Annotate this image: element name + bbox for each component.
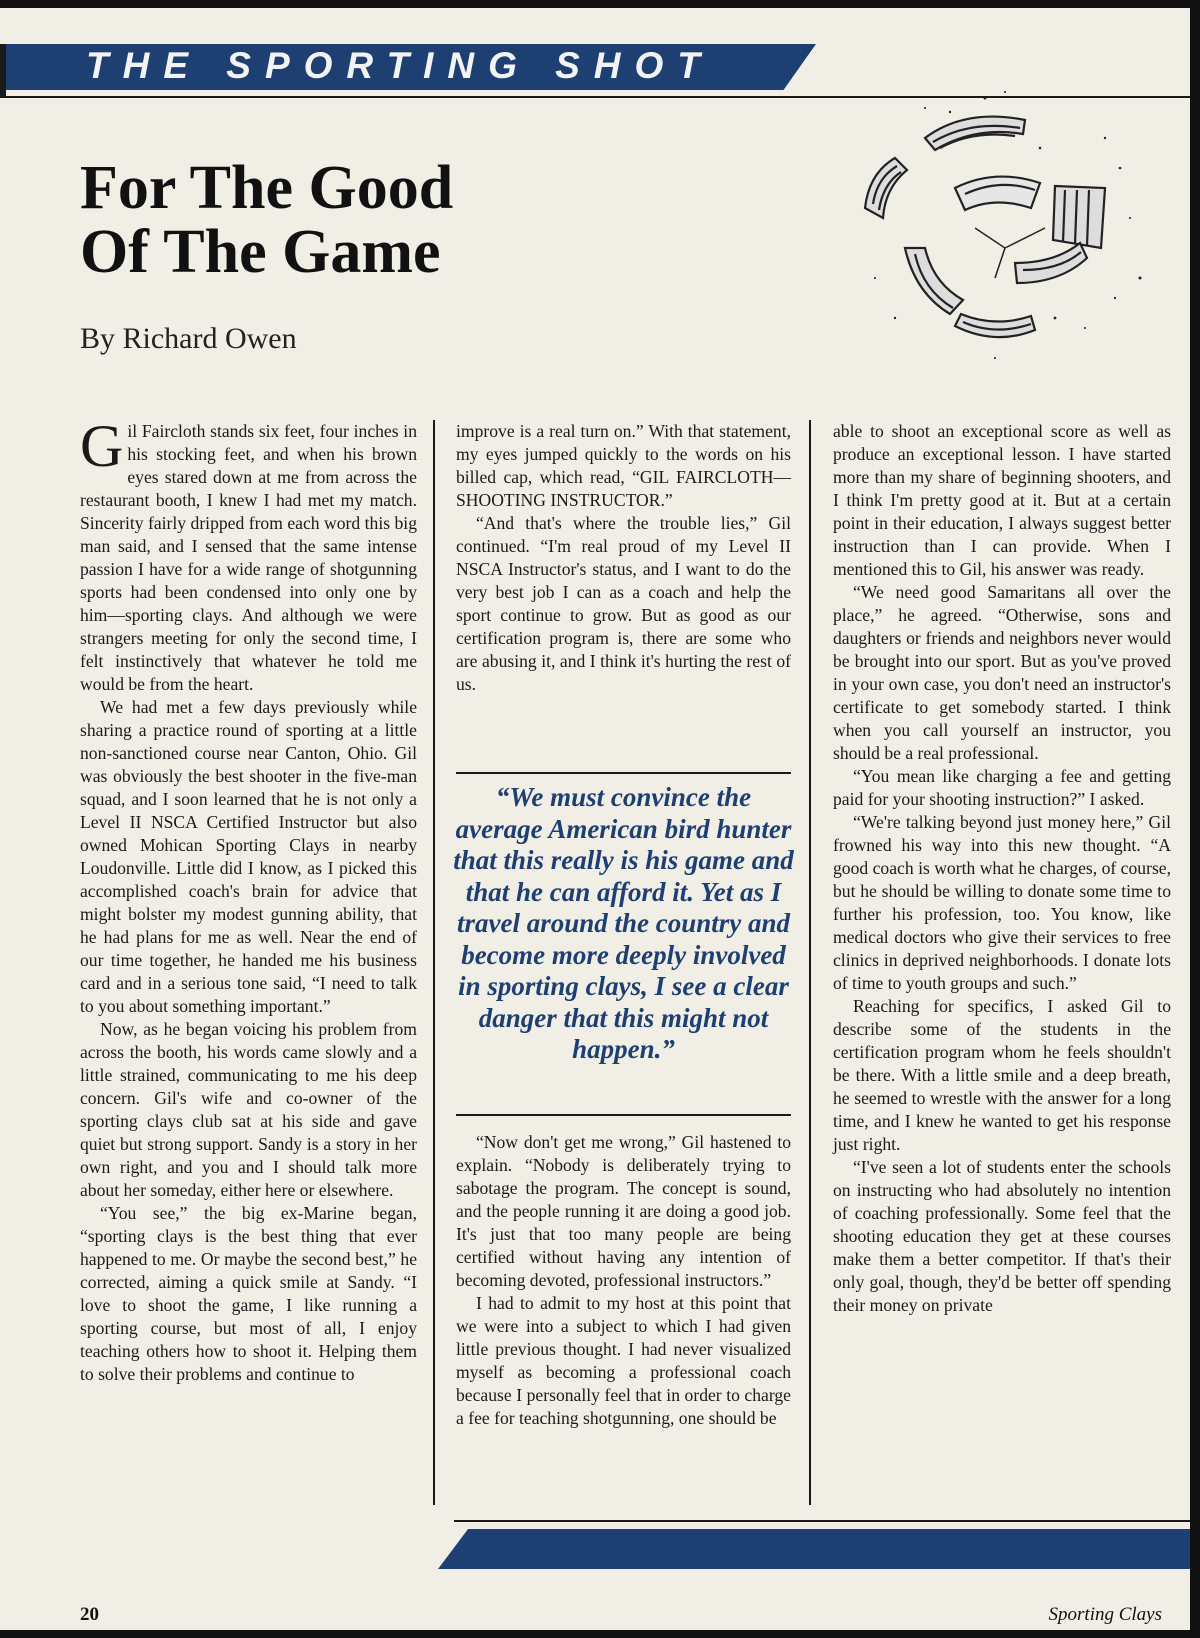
- paragraph: We had met a few days previously while sharing a practice round of sporting at a little non-sanctioned course near Canton, Ohio. Gil was obviously the best shooter in the five-man squad, and I soon learned that he is not only a Level II NSCA Certified Instructor but also owned Mohican Sporting Clays in nearby Loudonville. Little did I know, as I picked this accomplished coach's brain for advice that might bolster my modest gunning ability, that he had plans for me as well. Near the end of our time together, he handed me his business card and in a serious tone said, “I need to talk to you about something important.”: [80, 697, 417, 1016]
- pullquote-rule-top: [456, 772, 791, 774]
- drop-cap: G: [80, 413, 124, 479]
- paragraph: “And that's where the trouble lies,” Gil continued. “I'm real proud of my Level II NSCA Instructor's status, and I want to do the very best job I can as a coach and help the sport continue to grow. But as good as our certification program is, there are some who are abusing it, and I think it's hurting the rest of us.: [456, 513, 791, 694]
- paragraph: “Now don't get me wrong,” Gil hastened to explain. “Nobody is deliberately trying to sabotage the program. The concept is sound, and the people running it are doing a good job. It's just that too many people are being certified without having any intention of becoming devoted, professional instructors.”: [456, 1132, 791, 1290]
- paragraph: Gil Faircloth stands six feet, four inches in his stocking feet, and when his brown eyes stared down at me from across the restaurant booth, I knew I had met my match. Sincerity fairly dripped from each word this big man said, and I sensed that the same intense passion I have for a wide range of shotgunning sports had been condensed into only one by him—sporting clays. And although we were strangers meeting for only the second time, I felt instinctively that whatever he told me would be from the heart.: [80, 413, 417, 694]
- article-title-line-2: Of The Game: [80, 218, 441, 286]
- article-title: [80, 156, 453, 284]
- article-column-2-continued: [456, 1131, 791, 1430]
- byline: By Richard Owen: [80, 322, 297, 355]
- article-column-1: [80, 413, 417, 1386]
- article-column-3: [833, 420, 1171, 1317]
- paragraph: Now, as he began voicing his problem from across the booth, his words came slowly and a little strained, communicating to me his deep concern. Gil's wife and co-owner of the sporting clays club sat at his side and gave quiet but strong support. Sandy is a story in her own right, and you and I should talk more about her someday, either here or elsewhere.: [80, 1019, 417, 1200]
- article-title-line-1: For The Good: [80, 154, 454, 222]
- footer-rule: [454, 1520, 1190, 1522]
- shattered-clay-target-icon: [855, 78, 1165, 368]
- column-divider: [809, 420, 811, 1505]
- magazine-name: Sporting Clays: [1048, 1604, 1162, 1625]
- paragraph: “I've seen a lot of students enter the schools on instructing who had absolutely no intention of coaching professionally. Some feel that the shooting education they get at these courses make them a better competitor. If that's their only goal, though, they'd be better off spending their money on private: [833, 1157, 1171, 1315]
- pullquote-rule-bottom: [456, 1114, 791, 1116]
- pullquote: “We must convince the average American bird hunter that this really is his game and that he can afford it. Yet as I travel around the country and become more deeply involved in sporting clays, I see a clear danger that this might not happen.”: [453, 782, 794, 1064]
- paragraph: “You mean like charging a fee and getting paid for your shooting instruction?” I asked.: [833, 766, 1171, 809]
- paragraph: “We're talking beyond just money here,” Gil frowned his way into this new thought. “A good coach is worth what he charges, of course, but he should be willing to donate some time to further his profession, too. You know, like medical doctors who give their services to free clinics in deprived neighborhoods. I donate lots of time to youth groups and such.”: [833, 812, 1171, 993]
- section-title: THE SPORTING SHOT: [86, 45, 714, 86]
- column-divider: [433, 420, 435, 1505]
- paragraph: able to shoot an exceptional score as well as produce an exceptional lesson. I have started more than my share of beginning shooters, and I think I'm pretty good at it. But at a certain point in their education, I always suggest better instruction than I can provide. When I mentioned this to Gil, his answer was ready.: [833, 421, 1171, 579]
- article-column-2: [456, 420, 791, 696]
- paragraph: Reaching for specifics, I asked Gil to describe some of the students in the certification program whom he feels shouldn't be there. With a little smile and a deep breath, he seemed to wrestle with the answer for a long time, and I knew he wanted to get his response just right.: [833, 996, 1171, 1154]
- paragraph: I had to admit to my host at this point that we were into a subject to which I had given little previous thought. I had never visualized myself as becoming a professional coach because I personally feel that in order to charge a fee for teaching shotgunning, one should be: [456, 1293, 791, 1428]
- paragraph: improve is a real turn on.” With that statement, my eyes jumped quickly to the words on his billed cap, which read, “GIL FAIRCLOTH—SHOOTING INSTRUCTOR.”: [456, 421, 791, 510]
- paragraph: “You see,” the big ex-Marine began, “sporting clays is the best thing that ever happened to me. Or maybe the second best,” he corrected, aiming a quick smile at Sandy. “I love to shoot the game, I like running a sporting course, but most of all, I enjoy teaching others how to shoot it. Helping them to solve their problems and continue to: [80, 1203, 417, 1384]
- page-number: 20: [80, 1604, 99, 1625]
- magazine-page: [0, 8, 1190, 1630]
- banner-edge-rule: [0, 44, 6, 98]
- footer-bar: [438, 1529, 1190, 1569]
- paragraph: “We need good Samaritans all over the place,” he agreed. “Otherwise, sons and daughters or friends and neighbors never would be brought into our sport. But as you've proved in your own case, you don't need an instructor's certificate to get somebody started. I think when you call yourself an instructor, you should be a real professional.: [833, 582, 1171, 763]
